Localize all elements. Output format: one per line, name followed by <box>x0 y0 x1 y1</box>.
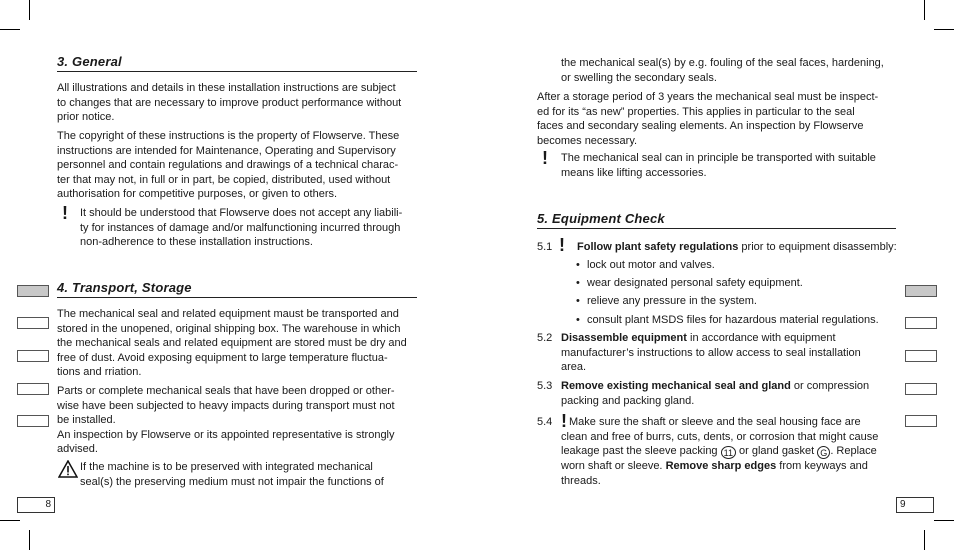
part-letter-circle: G <box>817 446 830 459</box>
text-line: non-adherence to these installation instructions. <box>80 236 313 249</box>
paragraph-warning <box>561 151 906 180</box>
text-span: leakage past the sleeve packing <box>561 445 721 458</box>
paragraph <box>57 81 427 125</box>
section-heading-transport: 4. Transport, Storage <box>57 280 417 298</box>
text-line: seal(s) the preserving medium must not impair the functions of <box>80 475 384 488</box>
text-line: manufacturer’s instructions to allow access to seal installation <box>561 346 861 359</box>
crop-mark <box>924 530 925 550</box>
text-span: prior to equipment disassembly: <box>738 241 897 253</box>
text-line: packing and packing gland. <box>561 394 695 407</box>
text-line: the mechanical seals and related equipment are stored must be dry and <box>57 337 407 350</box>
step-number: 5.3 <box>537 380 553 392</box>
text-line: instructions are intended for Maintenance, Operating and Supervisory <box>57 144 396 157</box>
text-line: the mechanical seal(s) by e.g. fouling of the seal faces, hardening, <box>561 57 884 69</box>
step-text <box>561 379 906 408</box>
text-line: clean and free of burrs, cuts, dents, or corrosion that might cause <box>561 430 879 443</box>
text-line: ter that may not, in full or in part, be copied, distributed, used without <box>57 173 391 186</box>
page-number: 9 <box>900 499 906 510</box>
text-line: It should be understood that Flowserve does not accept any liabili- <box>80 207 403 219</box>
thumb-tab <box>905 317 937 329</box>
crop-mark <box>0 520 20 521</box>
text-line: The mechanical seal can in principle be transported with suitable <box>561 152 876 164</box>
list-item: • consult plant MSDS files for hazardous material regulations. <box>587 313 879 328</box>
thumb-tab-active <box>17 285 49 297</box>
text-span: in accordance with equipment <box>686 332 836 344</box>
paragraph-warning <box>80 206 425 250</box>
thumb-tab <box>905 415 937 427</box>
section-heading-general: 3. General <box>57 54 417 72</box>
paragraph-warning <box>80 460 425 489</box>
text-line: advised. <box>57 443 98 456</box>
page-number: 8 <box>45 499 51 510</box>
text-line: faces and secondary sealing elements. An inspection by Flowserve <box>537 120 864 133</box>
text-line: If the machine is to be preserved with integrated mechanical <box>80 461 373 473</box>
step-number: 5.2 <box>537 332 553 344</box>
text-line: personnel and contain regulations and drawings of a technical charac- <box>57 159 399 172</box>
text-line: The copyright of these instructions is the property of Flowserve. These <box>57 130 400 142</box>
list-item: • wear designated personal safety equipment. <box>587 276 803 291</box>
crop-mark <box>934 520 954 521</box>
crop-mark <box>924 0 925 20</box>
paragraph <box>57 307 427 380</box>
thumb-tab <box>17 415 49 427</box>
text-span: worn shaft or sleeve. <box>561 460 666 473</box>
text-line: be installed. <box>57 414 116 427</box>
crop-mark <box>0 29 20 30</box>
exclamation-icon: ! <box>542 148 548 168</box>
text-span: or gland gasket <box>735 445 818 458</box>
text-line: to changes that are necessary to improve product performance without <box>57 96 402 109</box>
paragraph <box>537 90 907 148</box>
paragraph <box>57 384 427 457</box>
text-line: means like lifting accessories. <box>561 166 707 179</box>
step-text <box>577 240 907 255</box>
warning-triangle-icon <box>58 460 78 478</box>
text-line: The mechanical seal and related equipment maust be transported and <box>57 308 399 320</box>
bold-text: Disassemble equipment <box>561 332 687 344</box>
text-span: or compression <box>790 380 870 392</box>
thumb-tab <box>905 383 937 395</box>
text-line: Parts or complete mechanical seals that have been dropped or other- <box>57 385 395 397</box>
crop-mark <box>934 29 954 30</box>
text-line: wise have been subjected to heavy impacts during transport must not <box>57 399 395 412</box>
thumb-tab <box>17 383 49 395</box>
text-span: . Replace <box>830 445 877 458</box>
thumb-tab <box>17 350 49 362</box>
text-line: or swelling the secondary seals. <box>561 71 717 84</box>
exclamation-icon: ! <box>559 235 565 255</box>
part-number-circle: 11 <box>721 446 736 459</box>
text-line: free of dust. Avoid exposing equipment to large temperature fluctua- <box>57 351 388 364</box>
bold-text: Remove existing mechanical seal and gland <box>561 380 791 392</box>
thumb-tab-active <box>905 285 937 297</box>
text-line: becomes necessary. <box>537 134 638 147</box>
text-line: All illustrations and details in these installation instructions are subject <box>57 82 396 94</box>
thumb-tab <box>905 350 937 362</box>
crop-mark <box>29 0 30 20</box>
text-line: tions and rriation. <box>57 366 142 379</box>
exclamation-icon: ! <box>561 411 567 431</box>
text-line: After a storage period of 3 years the mechanical seal must be inspect- <box>537 91 879 103</box>
text-line: ed for its “as new” properties. This applies in particular to the seal <box>537 105 855 118</box>
page-number-box <box>17 497 55 513</box>
step-number: 5.4 <box>537 416 553 428</box>
text-line: Make sure the shaft or sleeve and the seal housing face are <box>569 416 861 428</box>
section-heading-equipment-check: 5. Equipment Check <box>537 211 896 229</box>
text-line: threads. <box>561 474 601 487</box>
paragraph-continued <box>561 56 906 85</box>
crop-mark <box>29 530 30 550</box>
paragraph <box>57 129 427 202</box>
list-item: • lock out motor and valves. <box>587 258 715 273</box>
text-line: prior notice. <box>57 111 115 124</box>
text-line: stored in the unopened, original shipping box. The warehouse in which <box>57 322 401 335</box>
step-number: 5.1 <box>537 241 553 253</box>
thumb-tab <box>17 317 49 329</box>
step-text <box>561 415 906 488</box>
bold-text: Remove sharp edges <box>665 460 777 473</box>
text-line: An inspection by Flowserve or its appointed representative is strongly <box>57 428 395 441</box>
bold-text: Follow plant safety regulations <box>577 241 739 253</box>
text-span: from keyways and <box>776 460 868 473</box>
page-number-box <box>896 497 934 513</box>
text-line: area. <box>561 361 587 374</box>
exclamation-icon: ! <box>62 203 68 223</box>
list-item: • relieve any pressure in the system. <box>587 294 757 309</box>
text-line: ty for instances of damage and/or malfunctioning incurred through <box>80 221 401 234</box>
step-text <box>561 331 906 375</box>
text-line: authorisation for competitive purposes, or given to others. <box>57 188 338 201</box>
